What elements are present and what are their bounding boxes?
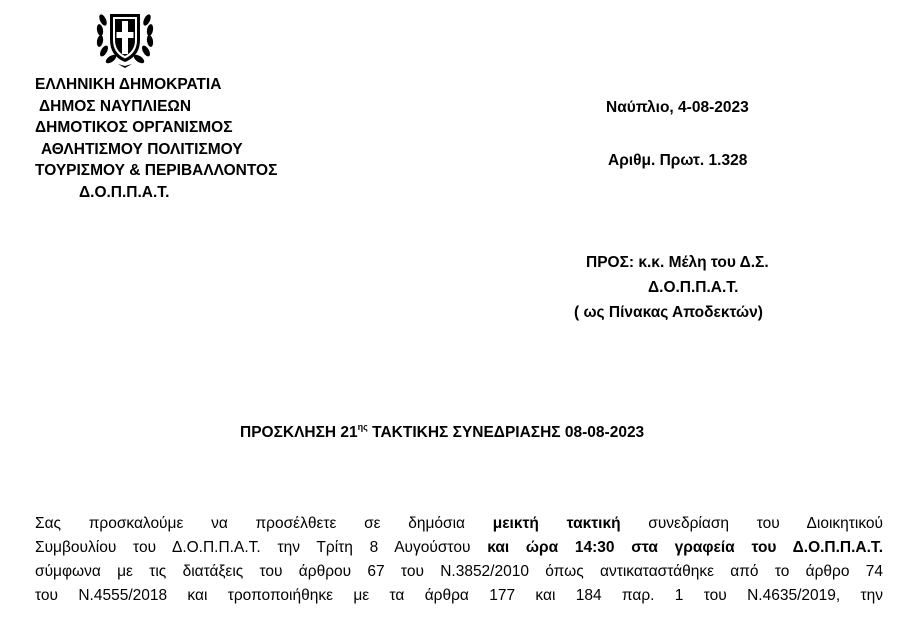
body-line: του Ν.4555/2018 και τροποποιήθηκε με τα άρθρα 177 και 184 παρ. 1 του Ν.4635/2019, την xyxy=(35,587,883,604)
org-line: ΤΟΥΡΙΣΜΟΥ & ΠΕΡΙΒΑΛΛΟΝΤΟΣ xyxy=(35,162,278,179)
greek-coat-of-arms-icon xyxy=(92,6,158,70)
document-date: Ναύπλιο, 4-08-2023 xyxy=(606,99,749,116)
body-text: Σας προσκαλούμε να προσέλθετε σε δημόσια xyxy=(35,515,493,532)
recipients-block xyxy=(574,250,874,325)
recipients-line: ΠΡΟΣ: κ.κ. Μέλη του Δ.Σ. xyxy=(586,254,769,271)
issuing-organization xyxy=(35,74,355,203)
body-line xyxy=(35,512,883,536)
title-suffix: ΤΑΚΤΙΚΗΣ ΣΥΝΕΔΡΙΑΣΗΣ 08-08-2023 xyxy=(367,424,645,441)
org-line: Δ.Ο.Π.Π.Α.Τ. xyxy=(79,183,170,201)
title-superscript: ης xyxy=(357,422,368,432)
recipients-line: ( ως Πίνακας Αποδεκτών) xyxy=(574,304,763,321)
org-line: ΔΗΜΟΤΙΚΟΣ ΟΡΓΑΝΙΣΜΟΣ xyxy=(35,119,233,136)
body-text: Συμβουλίου του Δ.Ο.Π.Π.Α.Τ. την Τρίτη 8 Αυγούστου xyxy=(35,539,488,556)
title-prefix: ΠΡΟΣΚΛΗΣΗ 21 xyxy=(240,424,358,441)
recipients-line: Δ.Ο.Π.Π.Α.Τ. xyxy=(648,279,739,296)
body-line: σύμφωνα με τις διατάξεις του άρθρου 67 του Ν.3852/2010 όπως αντικαταστάθηκε από το άρθρο 74 xyxy=(35,563,883,580)
body-text: συνεδρίαση του Διοικητικού xyxy=(620,515,883,532)
protocol-number: Αριθμ. Πρωτ. 1.328 xyxy=(608,152,748,169)
body-bold-text: και ώρα 14:30 στα γραφεία του Δ.Ο.Π.Π.Α.Τ. xyxy=(487,539,884,556)
body-line xyxy=(35,536,883,560)
org-line: ΕΛΛΗΝΙΚΗ ΔΗΜΟΚΡΑΤΙΑ xyxy=(35,76,222,93)
org-line: ΔΗΜΟΣ ΝΑΥΠΛΙΕΩΝ xyxy=(39,97,192,115)
body-bold-text: μεικτή τακτική xyxy=(492,515,621,532)
invitation-body xyxy=(35,512,883,608)
invitation-title xyxy=(240,422,740,442)
org-line: ΑΘΛΗΤΙΣΜΟΥ ΠΟΛΙΤΙΣΜΟΥ xyxy=(41,140,243,158)
